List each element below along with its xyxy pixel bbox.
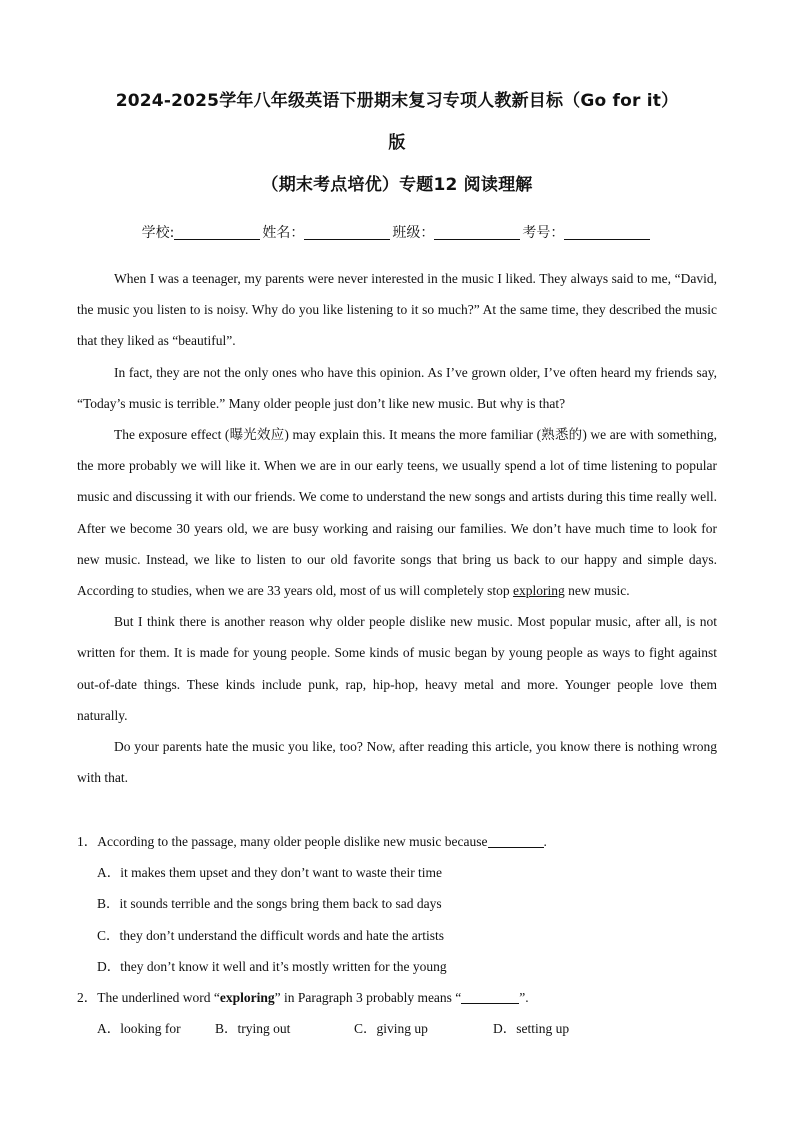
question-2-stem: [77, 986, 529, 1006]
paragraph-3-text: The exposure effect (曝光效应) may explain this. It means the more familiar (熟悉的) we are with something, the more probably we will like it. When we are in our early teens, we usually spend a lot of time listening to popular music and discussing it with our friends. We come to understand the new songs and artists during this time really well. After we become 30 years old, we are busy working and raising our families. We don’t have much time to look for new music. Instead, we like to listen to our old favorite songs that bring us back to our happy and simple days. According to studies, when we are 33 years old, most of us will completely stop: [77, 427, 717, 599]
question-2-keyword: exploring: [219, 990, 275, 1005]
question-2-end: ”.: [519, 990, 529, 1005]
question-1-text: 1．According to the passage, many older people dislike new music because: [77, 834, 488, 849]
answer-blank[interactable]: [488, 835, 544, 848]
passage-paragraph-5: Do your parents hate the music you like, too? Now, after reading this article, you know there is nothing wrong with that.: [77, 739, 717, 786]
name-label: 姓名：: [262, 225, 305, 241]
passage-paragraph-2: In fact, they are not the only ones who have this opinion. As I’ve grown older, I’ve often heard my friends say, “Today’s music is terrible.” Many older people just don’t like new music. But why is that?: [77, 364, 717, 411]
student-info-line: [0, 222, 794, 242]
question-1-stem: [77, 830, 547, 850]
question-2-option-d[interactable]: D．setting up: [493, 1021, 570, 1036]
question-1-option-b[interactable]: B．it sounds terrible and the songs bring them back to sad days: [97, 896, 442, 911]
passage-paragraph-4: But I think there is another reason why older people dislike new music. Most popular music, after all, is not written for them. It is made for young people. Some kinds of music began by young people as ways to fight against out-of-date things. These kinds include punk, rap, hip-hop, heavy metal and more. Younger people love them naturally.: [77, 614, 717, 723]
question-1-option-a[interactable]: A．it makes them upset and they don’t want to waste their time: [97, 865, 443, 880]
paragraph-3-end: new music.: [564, 583, 630, 599]
school-blank[interactable]: [174, 225, 260, 240]
worksheet-title: 2024-2025学年八年级英语下册期末复习专项人教新目标（Go for it）: [115, 91, 679, 111]
question-1-end: .: [543, 834, 547, 849]
class-label: 班级：: [392, 225, 435, 241]
question-2-text-middle: ” in Paragraph 3 probably means “: [274, 990, 462, 1005]
passage-paragraph-3: [77, 419, 717, 606]
question-2-text: 2．The underlined word “: [77, 990, 220, 1005]
worksheet-title-continued: 版: [388, 133, 406, 153]
worksheet-subtitle: （期末考点培优）专题12 阅读理解: [261, 175, 533, 195]
passage-paragraph-1: When I was a teenager, my parents were never interested in the music I liked. They always said to me, “David, the music you listen to is noisy. Why do you like listening to it so much?” At the same time, they described the music that they liked as “beautiful”.: [77, 271, 717, 349]
exam-number-label: 考号：: [522, 225, 565, 241]
question-1-option-c[interactable]: C．they don’t understand the difficult words and hate the artists: [97, 928, 445, 943]
answer-blank[interactable]: [461, 991, 519, 1004]
name-blank[interactable]: [304, 225, 390, 240]
question-2-option-a[interactable]: A．looking for: [97, 1021, 181, 1036]
school-label: 学校:: [141, 225, 175, 241]
class-blank[interactable]: [434, 225, 520, 240]
reading-passage: [77, 263, 717, 793]
exam-number-blank[interactable]: [564, 225, 650, 240]
underlined-word: exploring: [513, 583, 565, 599]
question-1-option-d[interactable]: D．they don’t know it well and it’s mostly written for the young: [97, 959, 447, 974]
question-2-option-b[interactable]: B．trying out: [215, 1021, 291, 1036]
question-2-option-c[interactable]: C．giving up: [354, 1021, 428, 1036]
